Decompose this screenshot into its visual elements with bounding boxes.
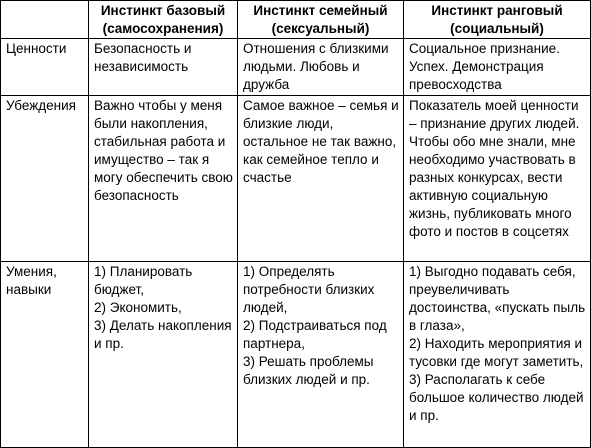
list-item: 1) Выгодно подавать себя, преувеличивать достоинства, «пускать пыль в глаза»,	[409, 264, 586, 333]
header-subtitle: (сексуальный)	[271, 21, 370, 36]
header-cell-family	[238, 1, 404, 39]
table-cell: Безопасность и независимость	[89, 39, 238, 96]
table-row-skills	[1, 262, 591, 448]
table-cell: Показатель моей ценности – признание других людей. Чтобы обо мне знали, мне необходимо участвовать в разных конкурсах, вести активную социальную жизнь, публиковать много фото и постов в соцсетях	[404, 96, 591, 262]
list-item: 1) Планировать бюджет,	[94, 264, 193, 297]
header-subtitle: (социальный)	[450, 21, 544, 36]
table-cell	[89, 262, 238, 448]
list-item: 3) Располагать к себе большое количество людей и пр.	[409, 372, 584, 423]
row-label: Умения, навыки	[1, 262, 89, 448]
row-label: Ценности	[1, 39, 89, 96]
header-cell-rank	[404, 1, 591, 39]
list-item: 2) Подстраиваться под партнера,	[243, 318, 387, 351]
list-item: 2) Экономить,	[94, 300, 182, 315]
header-title: Инстинкт семейный	[253, 3, 388, 18]
list-item: 2) Находить мероприятия и тусовки где могут заметить,	[409, 336, 584, 369]
table-cell: Самое важное – семья и близкие люди, остальное не так важно, как семейное тепло и счастье	[238, 96, 404, 262]
table-cell	[238, 262, 404, 448]
table-row-values	[1, 39, 591, 96]
table-cell: Отношения с близкими людьми. Любовь и дружба	[238, 39, 404, 96]
table-cell	[404, 262, 591, 448]
header-cell-basic	[89, 1, 238, 39]
header-title: Инстинкт базовый	[100, 3, 226, 18]
list-item: 3) Делать накопления и пр.	[94, 318, 232, 351]
table-row-beliefs	[1, 96, 591, 262]
list-item: 3) Решать проблемы близких людей и пр.	[243, 354, 374, 387]
row-label: Убеждения	[1, 96, 89, 262]
list-item: 1) Определять потребности близких людей,	[243, 264, 375, 315]
table-cell: Социальное признание. Успех. Демонстрация превосходства	[404, 39, 591, 96]
header-row	[1, 1, 591, 39]
table-cell: Важно чтобы у меня были накопления, стабильная работа и имущество – так я могу обеспечить свою безопасность	[89, 96, 238, 262]
header-subtitle: (самосохранения)	[102, 21, 224, 36]
header-title: Инстинкт ранговый	[431, 3, 563, 18]
header-corner-cell	[1, 1, 89, 39]
